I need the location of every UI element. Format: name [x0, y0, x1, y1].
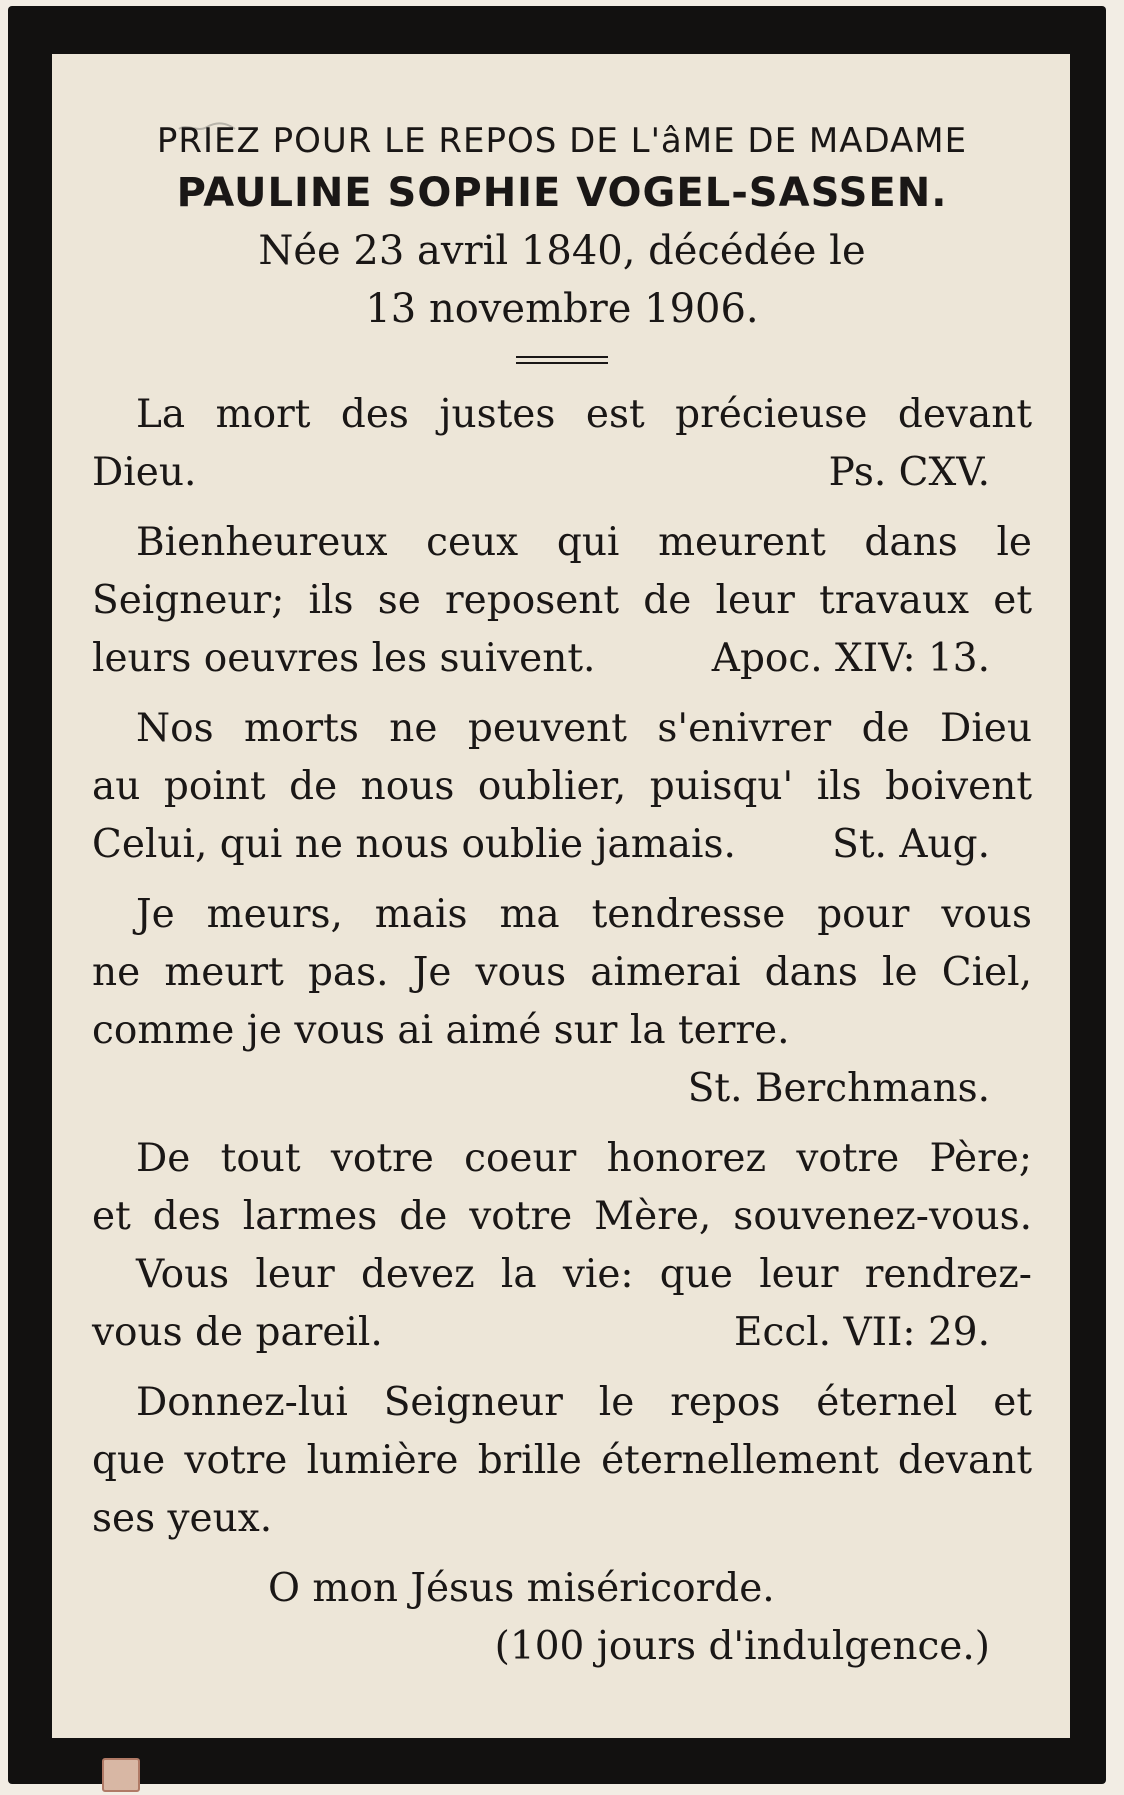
- verse-last-line: [92, 816, 1032, 874]
- verse-last-line: [92, 630, 1032, 688]
- verse-paragraph: [92, 1374, 1032, 1548]
- verse-line: Nos morts ne peuvent s'enivrer de Dieu: [136, 706, 1032, 751]
- verse-paragraph: [92, 1130, 1032, 1362]
- verse-line: Seigneur; ils se reposent de leur travaux et: [92, 578, 1032, 623]
- verse-paragraph: [92, 700, 1032, 874]
- verse-line: ses yeux.: [92, 1496, 273, 1541]
- verse-line: Celui, qui ne nous oublie jamais.: [92, 822, 736, 867]
- verse-paragraph: [92, 886, 1032, 1118]
- verse-line: La mort des justes est précieuse devant: [136, 392, 1032, 437]
- verse-line: vous de pareil.: [92, 1310, 383, 1355]
- verse-line: que votre lumière brille éternellement devant: [92, 1438, 1032, 1483]
- verse-line: au point de nous oublier, puisqu' ils boivent: [92, 764, 1032, 809]
- indulgence-note: (100 jours d'indulgence.): [494, 1624, 990, 1669]
- verse-line: et des larmes de votre Mère, souvenez-vous.: [92, 1194, 1032, 1239]
- prayer-invocation: O mon Jésus miséricorde.: [268, 1566, 775, 1611]
- verse-line: Je meurs, mais ma tendresse pour vous: [136, 892, 1032, 937]
- verse-paragraph: [92, 514, 1032, 688]
- verse-last-line: [92, 1304, 1032, 1362]
- birth-death-dates: [92, 222, 1032, 338]
- verse-line: ne meurt pas. Je vous aimerai dans le Ciel,: [92, 950, 1032, 995]
- deceased-name: PAULINE SOPHIE VOGEL-SASSEN.: [176, 170, 948, 216]
- collection-stamp: [102, 1758, 140, 1792]
- closing-prayer: [92, 1560, 1032, 1676]
- verse-reference: Ps. CXV.: [828, 450, 990, 495]
- verse-line: Bienheureux ceux qui meurent dans le: [136, 520, 1032, 565]
- verse-line: Donnez-lui Seigneur le repos éternel et: [136, 1380, 1032, 1425]
- double-rule-divider: [516, 356, 608, 364]
- verse-line: comme je vous ai aimé sur la terre.: [92, 1008, 790, 1053]
- verse-reference: St. Aug.: [832, 822, 990, 867]
- verse-reference: St. Berchmans.: [687, 1066, 990, 1111]
- card-text: [92, 118, 1032, 1676]
- dates-line-1: Née 23 avril 1840, décédée le: [258, 228, 866, 274]
- verse-paragraph: [92, 386, 1032, 502]
- prayer-heading: PRIEZ POUR LE REPOS DE L'âME DE MADAME: [156, 121, 968, 161]
- verse-reference: Eccl. VII: 29.: [734, 1310, 990, 1355]
- dates-line-2: 13 novembre 1906.: [365, 286, 759, 332]
- verse-line: Dieu.: [92, 450, 197, 495]
- mourning-card: [8, 6, 1106, 1784]
- verse-line: Vous leur devez la vie: que leur rendrez-: [136, 1252, 1032, 1297]
- verse-last-line: [92, 444, 1032, 502]
- verse-reference: Apoc. XIV: 13.: [711, 636, 990, 681]
- verse-line: De tout votre coeur honorez votre Père;: [136, 1136, 1032, 1181]
- verse-line: leurs oeuvres les suivent.: [92, 636, 596, 681]
- card-inner-panel: [52, 54, 1070, 1738]
